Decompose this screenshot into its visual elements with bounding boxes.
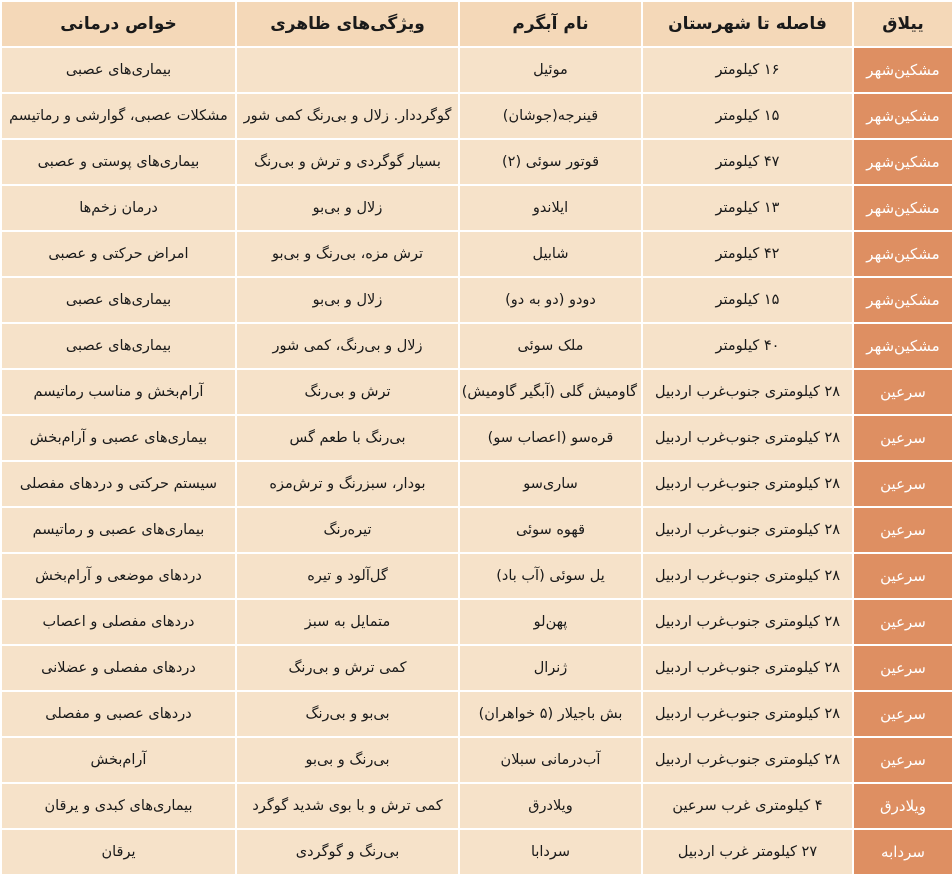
region-cell: مشکین‌شهر	[853, 139, 952, 185]
distance-cell: ۴۲ کیلومتر	[642, 231, 853, 277]
distance-cell: ۲۸ کیلومتری جنوب‌غرب اردبیل	[642, 645, 853, 691]
distance-cell: ۱۳ کیلومتر	[642, 185, 853, 231]
region-cell: سرعین	[853, 691, 952, 737]
distance-cell: ۲۸ کیلومتری جنوب‌غرب اردبیل	[642, 507, 853, 553]
distance-cell: ۲۸ کیلومتری جنوب‌غرب اردبیل	[642, 599, 853, 645]
healing-cell: دردهای موضعی و آرام‌بخش	[1, 553, 236, 599]
healing-cell: مشکلات عصبی، گوارشی و رماتیسم	[1, 93, 236, 139]
table-row	[1, 323, 952, 369]
header-row	[1, 1, 952, 47]
healing-cell: آرام‌بخش	[1, 737, 236, 783]
appearance-cell: زلال و بی‌بو	[236, 185, 459, 231]
region-cell: مشکین‌شهر	[853, 93, 952, 139]
appearance-cell: متمایل به سبز	[236, 599, 459, 645]
table-row	[1, 231, 952, 277]
spring-name-cell: ایلاندو	[459, 185, 642, 231]
region-cell: سرعین	[853, 553, 952, 599]
spring-name-cell: ژنرال	[459, 645, 642, 691]
spring-name-cell: شابیل	[459, 231, 642, 277]
table-row	[1, 47, 952, 93]
distance-cell: ۱۵ کیلومتر	[642, 93, 853, 139]
region-cell: ویلادرق	[853, 783, 952, 829]
distance-cell: ۲۸ کیلومتری جنوب‌غرب اردبیل	[642, 553, 853, 599]
appearance-cell: ترش و بی‌رنگ	[236, 369, 459, 415]
healing-cell: بیماری‌های پوستی و عصبی	[1, 139, 236, 185]
spring-name-cell: موئیل	[459, 47, 642, 93]
table-body	[1, 47, 952, 875]
table-row	[1, 737, 952, 783]
region-cell: مشکین‌شهر	[853, 231, 952, 277]
region-cell: سرعین	[853, 461, 952, 507]
region-cell: مشکین‌شهر	[853, 47, 952, 93]
table-row	[1, 829, 952, 875]
distance-cell: ۱۶ کیلومتر	[642, 47, 853, 93]
spring-name-cell: ملک سوئی	[459, 323, 642, 369]
distance-cell: ۱۵ کیلومتر	[642, 277, 853, 323]
spring-name-cell: قهوه سوئی	[459, 507, 642, 553]
appearance-cell: بی‌رنگ و گوگردی	[236, 829, 459, 875]
table-row	[1, 645, 952, 691]
spring-name-cell: دودو (دو به دو)	[459, 277, 642, 323]
appearance-cell: ترش مزه، بی‌رنگ و بی‌بو	[236, 231, 459, 277]
distance-cell: ۲۸ کیلومتری جنوب‌غرب اردبیل	[642, 691, 853, 737]
distance-cell: ۴۰ کیلومتر	[642, 323, 853, 369]
spring-name-cell: قوتور سوئی (۲)	[459, 139, 642, 185]
appearance-cell: بی‌بو و بی‌رنگ	[236, 691, 459, 737]
table-row	[1, 369, 952, 415]
appearance-cell: زلال و بی‌بو	[236, 277, 459, 323]
appearance-cell: گل‌آلود و تیره	[236, 553, 459, 599]
spring-name-cell: ساری‌سو	[459, 461, 642, 507]
region-cell: سرعین	[853, 369, 952, 415]
distance-cell: ۴ کیلومتری غرب سرعین	[642, 783, 853, 829]
spring-name-cell: یل سوئی (آب باد)	[459, 553, 642, 599]
healing-cell: بیماری‌های عصبی	[1, 47, 236, 93]
healing-cell: بیماری‌های عصبی و آرام‌بخش	[1, 415, 236, 461]
appearance-cell: بی‌رنگ با طعم گس	[236, 415, 459, 461]
healing-cell: دردهای عصبی و مفصلی	[1, 691, 236, 737]
region-cell: سردابه	[853, 829, 952, 875]
appearance-cell: گوگرددار. زلال و بی‌رنگ کمی شور	[236, 93, 459, 139]
healing-cell: دردهای مفصلی و اعصاب	[1, 599, 236, 645]
spring-name-cell: گاومیش گلی (آبگیر گاومیش)	[459, 369, 642, 415]
spring-name-cell: آب‌درمانی سبلان	[459, 737, 642, 783]
table-row	[1, 277, 952, 323]
region-cell: سرعین	[853, 415, 952, 461]
region-cell: سرعین	[853, 737, 952, 783]
header-name: نام آبگرم	[459, 1, 642, 47]
spring-name-cell: ویلادرق	[459, 783, 642, 829]
healing-cell: دردهای مفصلی و عضلانی	[1, 645, 236, 691]
region-cell: مشکین‌شهر	[853, 277, 952, 323]
header-healing: خواص درمانی	[1, 1, 236, 47]
distance-cell: ۲۷ کیلومتر غرب اردبیل	[642, 829, 853, 875]
table-row	[1, 461, 952, 507]
table-row	[1, 185, 952, 231]
region-cell: مشکین‌شهر	[853, 185, 952, 231]
table-row	[1, 507, 952, 553]
table-row	[1, 139, 952, 185]
appearance-cell: کمی ترش و با بوی شدید گوگرد	[236, 783, 459, 829]
spring-name-cell: پهن‌لو	[459, 599, 642, 645]
table-row	[1, 691, 952, 737]
header-appearance: ویژگی‌های ظاهری	[236, 1, 459, 47]
table-row	[1, 553, 952, 599]
appearance-cell: زلال و بی‌رنگ، کمی شور	[236, 323, 459, 369]
distance-cell: ۲۸ کیلومتری جنوب‌غرب اردبیل	[642, 369, 853, 415]
healing-cell: امراض حرکتی و عصبی	[1, 231, 236, 277]
spring-name-cell: بش باجیلار (۵ خواهران)	[459, 691, 642, 737]
appearance-cell: بسیار گوگردی و ترش و بی‌رنگ	[236, 139, 459, 185]
appearance-cell	[236, 47, 459, 93]
spring-name-cell: قینرجه(جوشان)	[459, 93, 642, 139]
appearance-cell: بودار، سبزرنگ و ترش‌مزه	[236, 461, 459, 507]
appearance-cell: کمی ترش و بی‌رنگ	[236, 645, 459, 691]
healing-cell: بیماری‌های عصبی و رماتیسم	[1, 507, 236, 553]
healing-cell: یرقان	[1, 829, 236, 875]
healing-cell: درمان زخم‌ها	[1, 185, 236, 231]
region-cell: سرعین	[853, 645, 952, 691]
distance-cell: ۲۸ کیلومتری جنوب‌غرب اردبیل	[642, 415, 853, 461]
header-distance: فاصله تا شهرستان	[642, 1, 853, 47]
table-row	[1, 415, 952, 461]
spring-name-cell: سردابا	[459, 829, 642, 875]
distance-cell: ۲۸ کیلومتری جنوب‌غرب اردبیل	[642, 737, 853, 783]
appearance-cell: بی‌رنگ و بی‌بو	[236, 737, 459, 783]
healing-cell: سیستم حرکتی و دردهای مفصلی	[1, 461, 236, 507]
spring-name-cell: قره‌سو (اعصاب سو)	[459, 415, 642, 461]
appearance-cell: تیره‌رنگ	[236, 507, 459, 553]
distance-cell: ۲۸ کیلومتری جنوب‌غرب اردبیل	[642, 461, 853, 507]
region-cell: سرعین	[853, 507, 952, 553]
region-cell: مشکین‌شهر	[853, 323, 952, 369]
healing-cell: بیماری‌های کبدی و یرقان	[1, 783, 236, 829]
table-row	[1, 599, 952, 645]
table-row	[1, 93, 952, 139]
distance-cell: ۴۷ کیلومتر	[642, 139, 853, 185]
healing-cell: بیماری‌های عصبی	[1, 323, 236, 369]
region-cell: سرعین	[853, 599, 952, 645]
healing-cell: بیماری‌های عصبی	[1, 277, 236, 323]
healing-cell: آرام‌بخش و مناسب رماتیسم	[1, 369, 236, 415]
table-row	[1, 783, 952, 829]
header-region: ییلاق	[853, 1, 952, 47]
